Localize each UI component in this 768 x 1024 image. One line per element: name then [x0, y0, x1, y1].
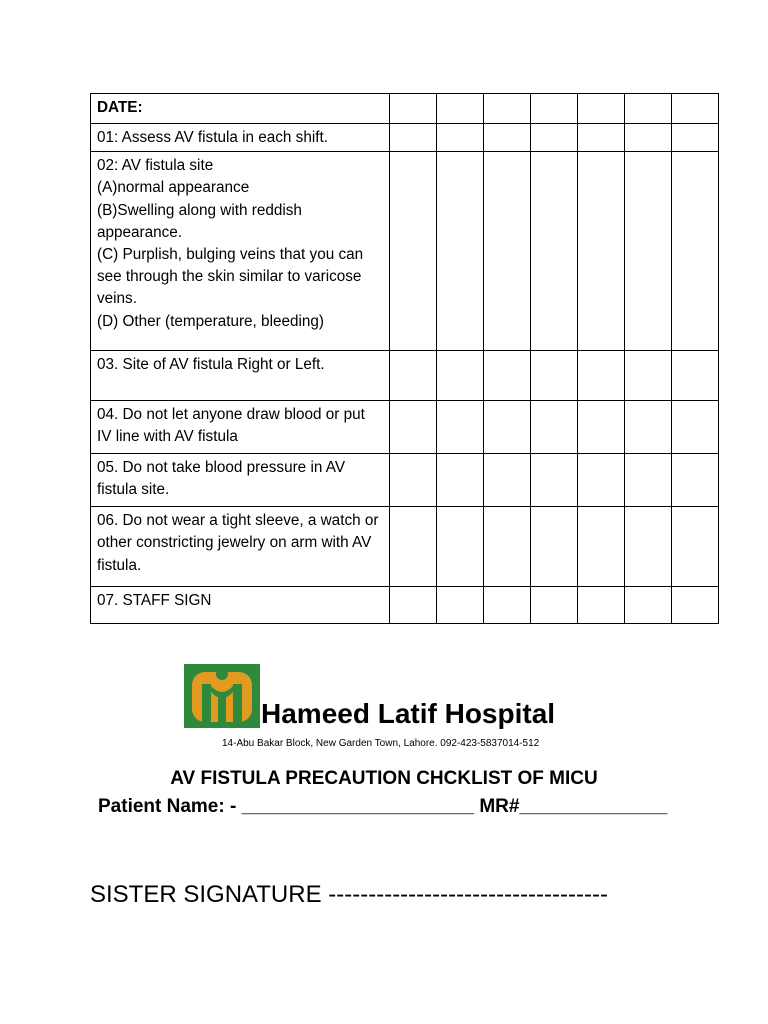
check-cell[interactable]	[578, 351, 625, 401]
check-cell[interactable]	[390, 124, 437, 152]
checklist-item-label: 06. Do not wear a tight sleeve, a watch or other constricting jewelry on arm with AV fistula.	[91, 507, 390, 587]
check-cell[interactable]	[437, 507, 484, 587]
check-cell[interactable]	[531, 507, 578, 587]
check-cell[interactable]	[390, 351, 437, 401]
precaution-checklist-table	[90, 93, 719, 624]
check-cell[interactable]	[484, 152, 531, 351]
checklist-row	[91, 351, 719, 401]
check-cell[interactable]	[578, 507, 625, 587]
check-cell[interactable]	[531, 152, 578, 351]
check-cell[interactable]	[484, 587, 531, 624]
hospital-logo-icon	[184, 664, 260, 728]
date-cell[interactable]	[437, 94, 484, 124]
check-cell[interactable]	[531, 587, 578, 624]
check-cell[interactable]	[578, 454, 625, 507]
check-cell[interactable]	[437, 351, 484, 401]
check-cell[interactable]	[531, 401, 578, 454]
check-cell[interactable]	[625, 401, 672, 454]
date-row	[91, 94, 719, 124]
check-cell[interactable]	[484, 351, 531, 401]
check-cell[interactable]	[390, 152, 437, 351]
check-cell[interactable]	[625, 587, 672, 624]
checklist-item-label: 04. Do not let anyone draw blood or put IV line with AV fistula	[91, 401, 390, 454]
hospital-name: Hameed Latif Hospital	[261, 698, 556, 729]
date-cell[interactable]	[672, 94, 719, 124]
sister-signature-field[interactable]: SISTER SIGNATURE -----------------------------------	[90, 881, 608, 908]
check-cell[interactable]	[437, 152, 484, 351]
checklist-item-label: 02: AV fistula site (A)normal appearance (B)Swelling along with reddish appearance. (C) Purplish, bulging veins that you can see through the skin similar to varicose veins. (D) Other (temperature, bleeding)	[91, 152, 390, 351]
check-cell[interactable]	[484, 454, 531, 507]
date-label: DATE:	[91, 94, 390, 124]
check-cell[interactable]	[390, 454, 437, 507]
date-cell[interactable]	[578, 94, 625, 124]
check-cell[interactable]	[625, 454, 672, 507]
check-cell[interactable]	[531, 124, 578, 152]
check-cell[interactable]	[531, 454, 578, 507]
checklist-row	[91, 507, 719, 587]
check-cell[interactable]	[437, 124, 484, 152]
check-cell[interactable]	[484, 507, 531, 587]
checklist-item-label: 07. STAFF SIGN	[91, 587, 390, 624]
check-cell[interactable]	[672, 401, 719, 454]
check-cell[interactable]	[390, 401, 437, 454]
checklist-item-label: 05. Do not take blood pressure in AV fistula site.	[91, 454, 390, 507]
check-cell[interactable]	[437, 454, 484, 507]
checklist-row	[91, 401, 719, 454]
check-cell[interactable]	[625, 507, 672, 587]
check-cell[interactable]	[437, 401, 484, 454]
checklist-item-label: 03. Site of AV fistula Right or Left.	[91, 351, 390, 401]
check-cell[interactable]	[672, 454, 719, 507]
check-cell[interactable]	[578, 124, 625, 152]
check-cell[interactable]	[672, 152, 719, 351]
check-cell[interactable]	[672, 587, 719, 624]
check-cell[interactable]	[437, 587, 484, 624]
check-cell[interactable]	[672, 507, 719, 587]
checklist-item-label: 01: Assess AV fistula in each shift.	[91, 124, 390, 152]
patient-name-mr-field[interactable]: Patient Name: - ______________________ MR#______________	[98, 796, 668, 817]
check-cell[interactable]	[578, 152, 625, 351]
hospital-address: 14-Abu Bakar Block, New Garden Town, Lahore. 092-423-5837014-512	[222, 738, 540, 749]
checklist-row	[91, 124, 719, 152]
check-cell[interactable]	[531, 351, 578, 401]
check-cell[interactable]	[625, 351, 672, 401]
checklist-row	[91, 454, 719, 507]
check-cell[interactable]	[484, 401, 531, 454]
check-cell[interactable]	[625, 124, 672, 152]
document-title: AV FISTULA PRECAUTION CHCKLIST OF MICU	[170, 768, 598, 789]
check-cell[interactable]	[578, 401, 625, 454]
date-cell[interactable]	[625, 94, 672, 124]
date-cell[interactable]	[390, 94, 437, 124]
check-cell[interactable]	[390, 507, 437, 587]
check-cell[interactable]	[672, 124, 719, 152]
check-cell[interactable]	[578, 587, 625, 624]
check-cell[interactable]	[625, 152, 672, 351]
check-cell[interactable]	[672, 351, 719, 401]
date-cell[interactable]	[531, 94, 578, 124]
check-cell[interactable]	[484, 124, 531, 152]
check-cell[interactable]	[390, 587, 437, 624]
checklist-row	[91, 587, 719, 624]
date-cell[interactable]	[484, 94, 531, 124]
checklist-row	[91, 152, 719, 351]
